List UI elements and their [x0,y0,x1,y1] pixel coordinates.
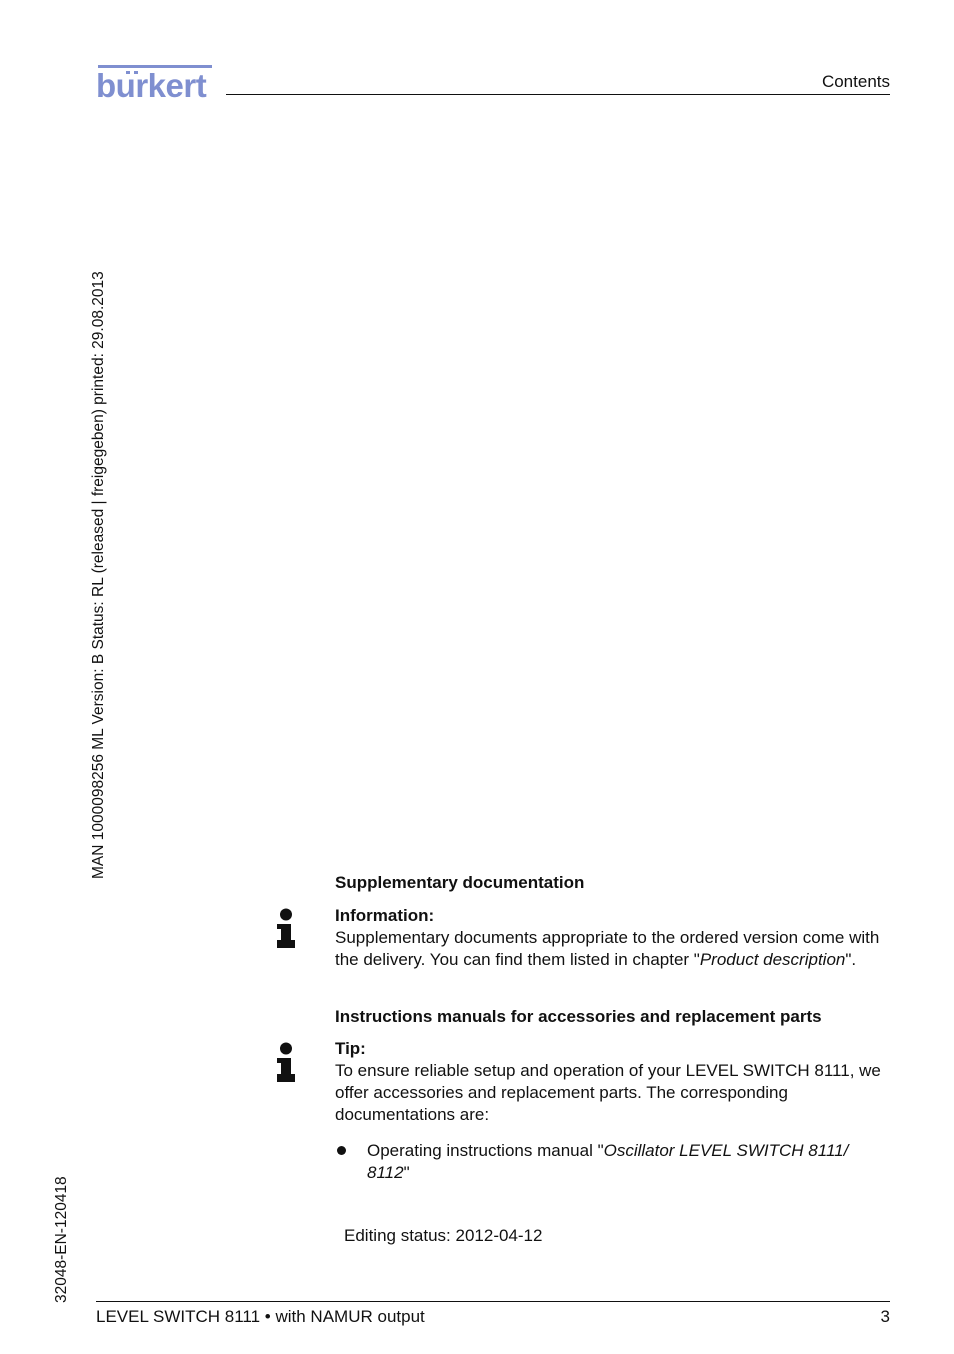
header-rule [226,94,890,95]
information-block [335,905,895,971]
info-icon [276,908,296,948]
tip-text: To ensure reliable setup and operation of your LEVEL SWITCH 8111, we offer accessories and replacement parts. The corresponding documentations are: [335,1061,881,1124]
information-text-end: ". [845,950,857,969]
editing-status: Editing status: 2012-04-12 [344,1226,543,1245]
product-description-ref: Product description [699,950,846,969]
information-title: Information: [335,906,435,925]
svg-text:burkert: burkert [96,67,207,100]
burkert-logo [96,62,214,100]
tip-icon [276,1042,296,1082]
supplementary-heading: Supplementary documentation [335,873,585,892]
bullet-item [367,1140,895,1184]
information-text-part: Supplementary documents appropriate to the ordered version come with the delivery. You can find them listed in chapter " [335,928,880,969]
bullet-icon [337,1146,346,1155]
bullet-text: Operating instructions manual " [367,1141,604,1160]
bullet-manual-title: Oscillator LEVEL SWITCH 8111/ 8112 [367,1141,849,1182]
footer-rule [96,1301,890,1302]
document-meta-vertical: MAN 1000098256 ML Version: B Status: RL (released | freigegeben) printed: 29.08.2013 [90,271,107,879]
information-text [335,927,895,971]
tip-title: Tip: [335,1039,366,1058]
manuals-heading: Instructions manuals for accessories and replacement parts [335,1007,822,1026]
bullet-text-end: " [403,1163,410,1182]
tip-block [335,1038,895,1126]
header-section-title: Contents [821,72,890,91]
page-number: 3 [880,1307,890,1326]
document-number-vertical: 32048-EN-120418 [53,1176,70,1303]
footer-title: LEVEL SWITCH 8111 • with NAMUR output [96,1307,425,1326]
